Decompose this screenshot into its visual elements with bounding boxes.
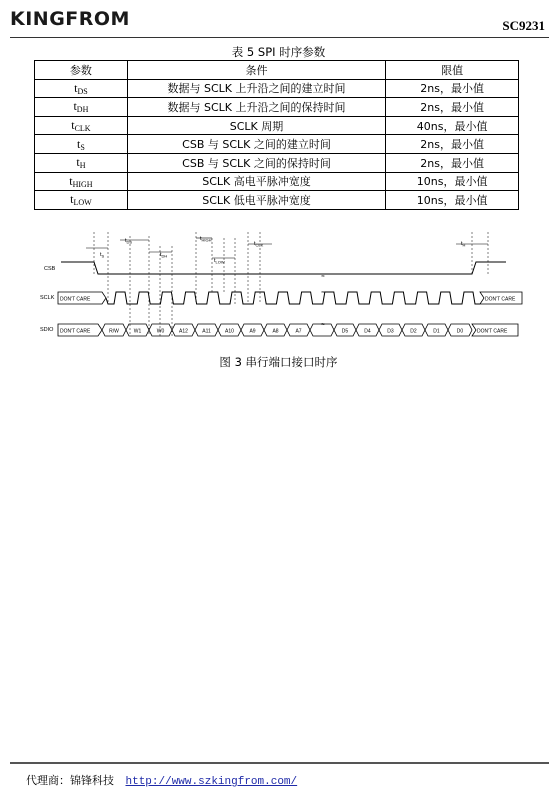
symbol-subscript: LOW — [73, 198, 92, 208]
sdio-bit-label: W1 — [133, 328, 142, 335]
sdio-bit-label: D1 — [433, 328, 440, 335]
sdio-bit-label: D2 — [410, 328, 417, 335]
sdio-dont-care-right-text: DON'T CARE — [477, 328, 508, 335]
symbol-subscript: S — [80, 142, 85, 152]
timing-symbol: t — [125, 238, 127, 244]
footer-rule — [10, 762, 549, 764]
param-condition: CSB 与 SCLK 之间的建立时间 — [127, 135, 385, 154]
header-limit: 限值 — [386, 61, 519, 80]
param-symbol — [35, 116, 128, 135]
param-limit: 10ns，最小值 — [386, 191, 519, 210]
param-limit: 2ns，最小值 — [386, 153, 519, 172]
table-header-row — [35, 61, 519, 80]
timing-subscript: LOW — [215, 259, 225, 265]
sdio-bit-label: A7 — [295, 328, 302, 335]
table-row — [35, 116, 519, 135]
param-condition: SCLK 高电平脉冲宽度 — [127, 172, 385, 191]
sdio-bit-label: A9 — [249, 328, 256, 335]
symbol-subscript: DH — [76, 105, 89, 115]
sdio-bit-label: R/W — [109, 328, 119, 335]
table-row — [35, 172, 519, 191]
sdio-bit-label: A10 — [225, 328, 234, 335]
header-condition: 条件 — [127, 61, 385, 80]
break-mark-sdio: ≈ — [321, 322, 325, 328]
sdio-bit-label: A11 — [202, 328, 211, 335]
timing-symbol: t — [100, 252, 102, 258]
timing-subscript: S — [101, 253, 105, 259]
timing-symbol: t — [200, 236, 202, 242]
sdio-bit-label: D0 — [456, 328, 464, 335]
footer-link[interactable]: http://www.szkingfrom.com/ — [125, 776, 298, 788]
timing-symbol: t — [461, 241, 463, 247]
symbol-t: t — [73, 99, 77, 114]
symbol-subscript: DS — [77, 86, 88, 96]
break-mark-csb: ≈ — [321, 274, 325, 280]
sdio-bit-label: A8 — [272, 328, 279, 335]
symbol-t: t — [70, 192, 74, 207]
sclk-waveform — [106, 292, 480, 304]
timing-symbol: t — [160, 252, 162, 258]
param-condition: SCLK 周期 — [127, 116, 385, 135]
param-condition: CSB 与 SCLK 之间的保持时间 — [127, 153, 385, 172]
csb-waveform-end — [358, 262, 506, 274]
table-row — [35, 153, 519, 172]
param-limit: 2ns，最小值 — [386, 79, 519, 98]
param-condition: 数据与 SCLK 上升沿之间的建立时间 — [127, 79, 385, 98]
timing-subscript: DH — [161, 253, 168, 259]
symbol-subscript: HIGH — [72, 179, 93, 189]
table-row — [35, 98, 519, 117]
th-label — [461, 241, 466, 248]
param-condition: 数据与 SCLK 上升沿之间的保持时间 — [127, 98, 385, 117]
table-row — [35, 135, 519, 154]
sdio-bit-label: W0 — [156, 328, 165, 335]
param-symbol — [35, 79, 128, 98]
param-symbol — [35, 98, 128, 117]
footer-agent: 代理商：锦锋科技 — [26, 774, 114, 787]
symbol-t: t — [76, 155, 80, 170]
symbol-t: t — [74, 80, 78, 95]
symbol-t: t — [71, 118, 75, 133]
tlow-label — [214, 258, 225, 265]
tdh-label — [160, 252, 167, 259]
footer — [26, 772, 297, 788]
sdio-label: SDIO — [40, 327, 54, 333]
sclk-dont-care-right-text: DON'T CARE — [485, 296, 516, 303]
param-limit: 10ns，最小值 — [386, 172, 519, 191]
param-condition: SCLK 低电平脉冲宽度 — [127, 191, 385, 210]
csb-label: CSB — [44, 266, 56, 272]
sclk-dont-care-left-text: DON'T CARE — [60, 296, 91, 303]
ts-label — [100, 252, 105, 259]
param-symbol — [35, 135, 128, 154]
header-param: 参数 — [35, 61, 128, 80]
sdio-bit-label: D5 — [341, 328, 349, 335]
timing-subscript: DS — [126, 239, 133, 245]
param-symbol — [35, 172, 128, 191]
model-number: SC9231 — [502, 18, 545, 33]
timing-symbol: t — [214, 258, 216, 264]
timing-subscript: H — [462, 242, 466, 248]
symbol-subscript: H — [79, 161, 86, 171]
company-logo: KINGFROM — [10, 8, 130, 30]
tclk-label — [254, 241, 264, 248]
sdio-bit-label: D3 — [387, 328, 394, 335]
timing-subscript: HIGH — [201, 237, 212, 243]
timing-symbol: t — [254, 241, 256, 247]
break-mark-sclk: ≈ — [321, 290, 325, 296]
spi-timing-diagram — [36, 228, 526, 343]
table-caption: 表 5 SPI 时序参数 — [231, 45, 326, 59]
thigh-label — [200, 236, 212, 243]
symbol-t: t — [69, 173, 73, 188]
symbol-subscript: CLK — [74, 124, 91, 134]
param-limit: 2ns，最小值 — [386, 98, 519, 117]
table-row — [35, 191, 519, 210]
sdio-dont-care-left-text: DON'T CARE — [60, 328, 91, 335]
param-limit: 2ns，最小值 — [386, 135, 519, 154]
param-limit: 40ns，最小值 — [386, 116, 519, 135]
spi-timing-table — [34, 60, 519, 210]
sdio-bit-label: D4 — [364, 328, 371, 335]
symbol-t: t — [77, 136, 81, 151]
figure-caption: 图 3 串行端口接口时序 — [219, 355, 338, 369]
header-rule — [10, 37, 549, 38]
csb-waveform — [61, 259, 358, 274]
timing-subscript: CLK — [255, 242, 264, 248]
sdio-bit-label: A12 — [179, 328, 188, 335]
param-symbol — [35, 191, 128, 210]
param-symbol — [35, 153, 128, 172]
table-row — [35, 79, 519, 98]
sclk-label: SCLK — [40, 295, 55, 301]
tds-label — [125, 238, 132, 245]
